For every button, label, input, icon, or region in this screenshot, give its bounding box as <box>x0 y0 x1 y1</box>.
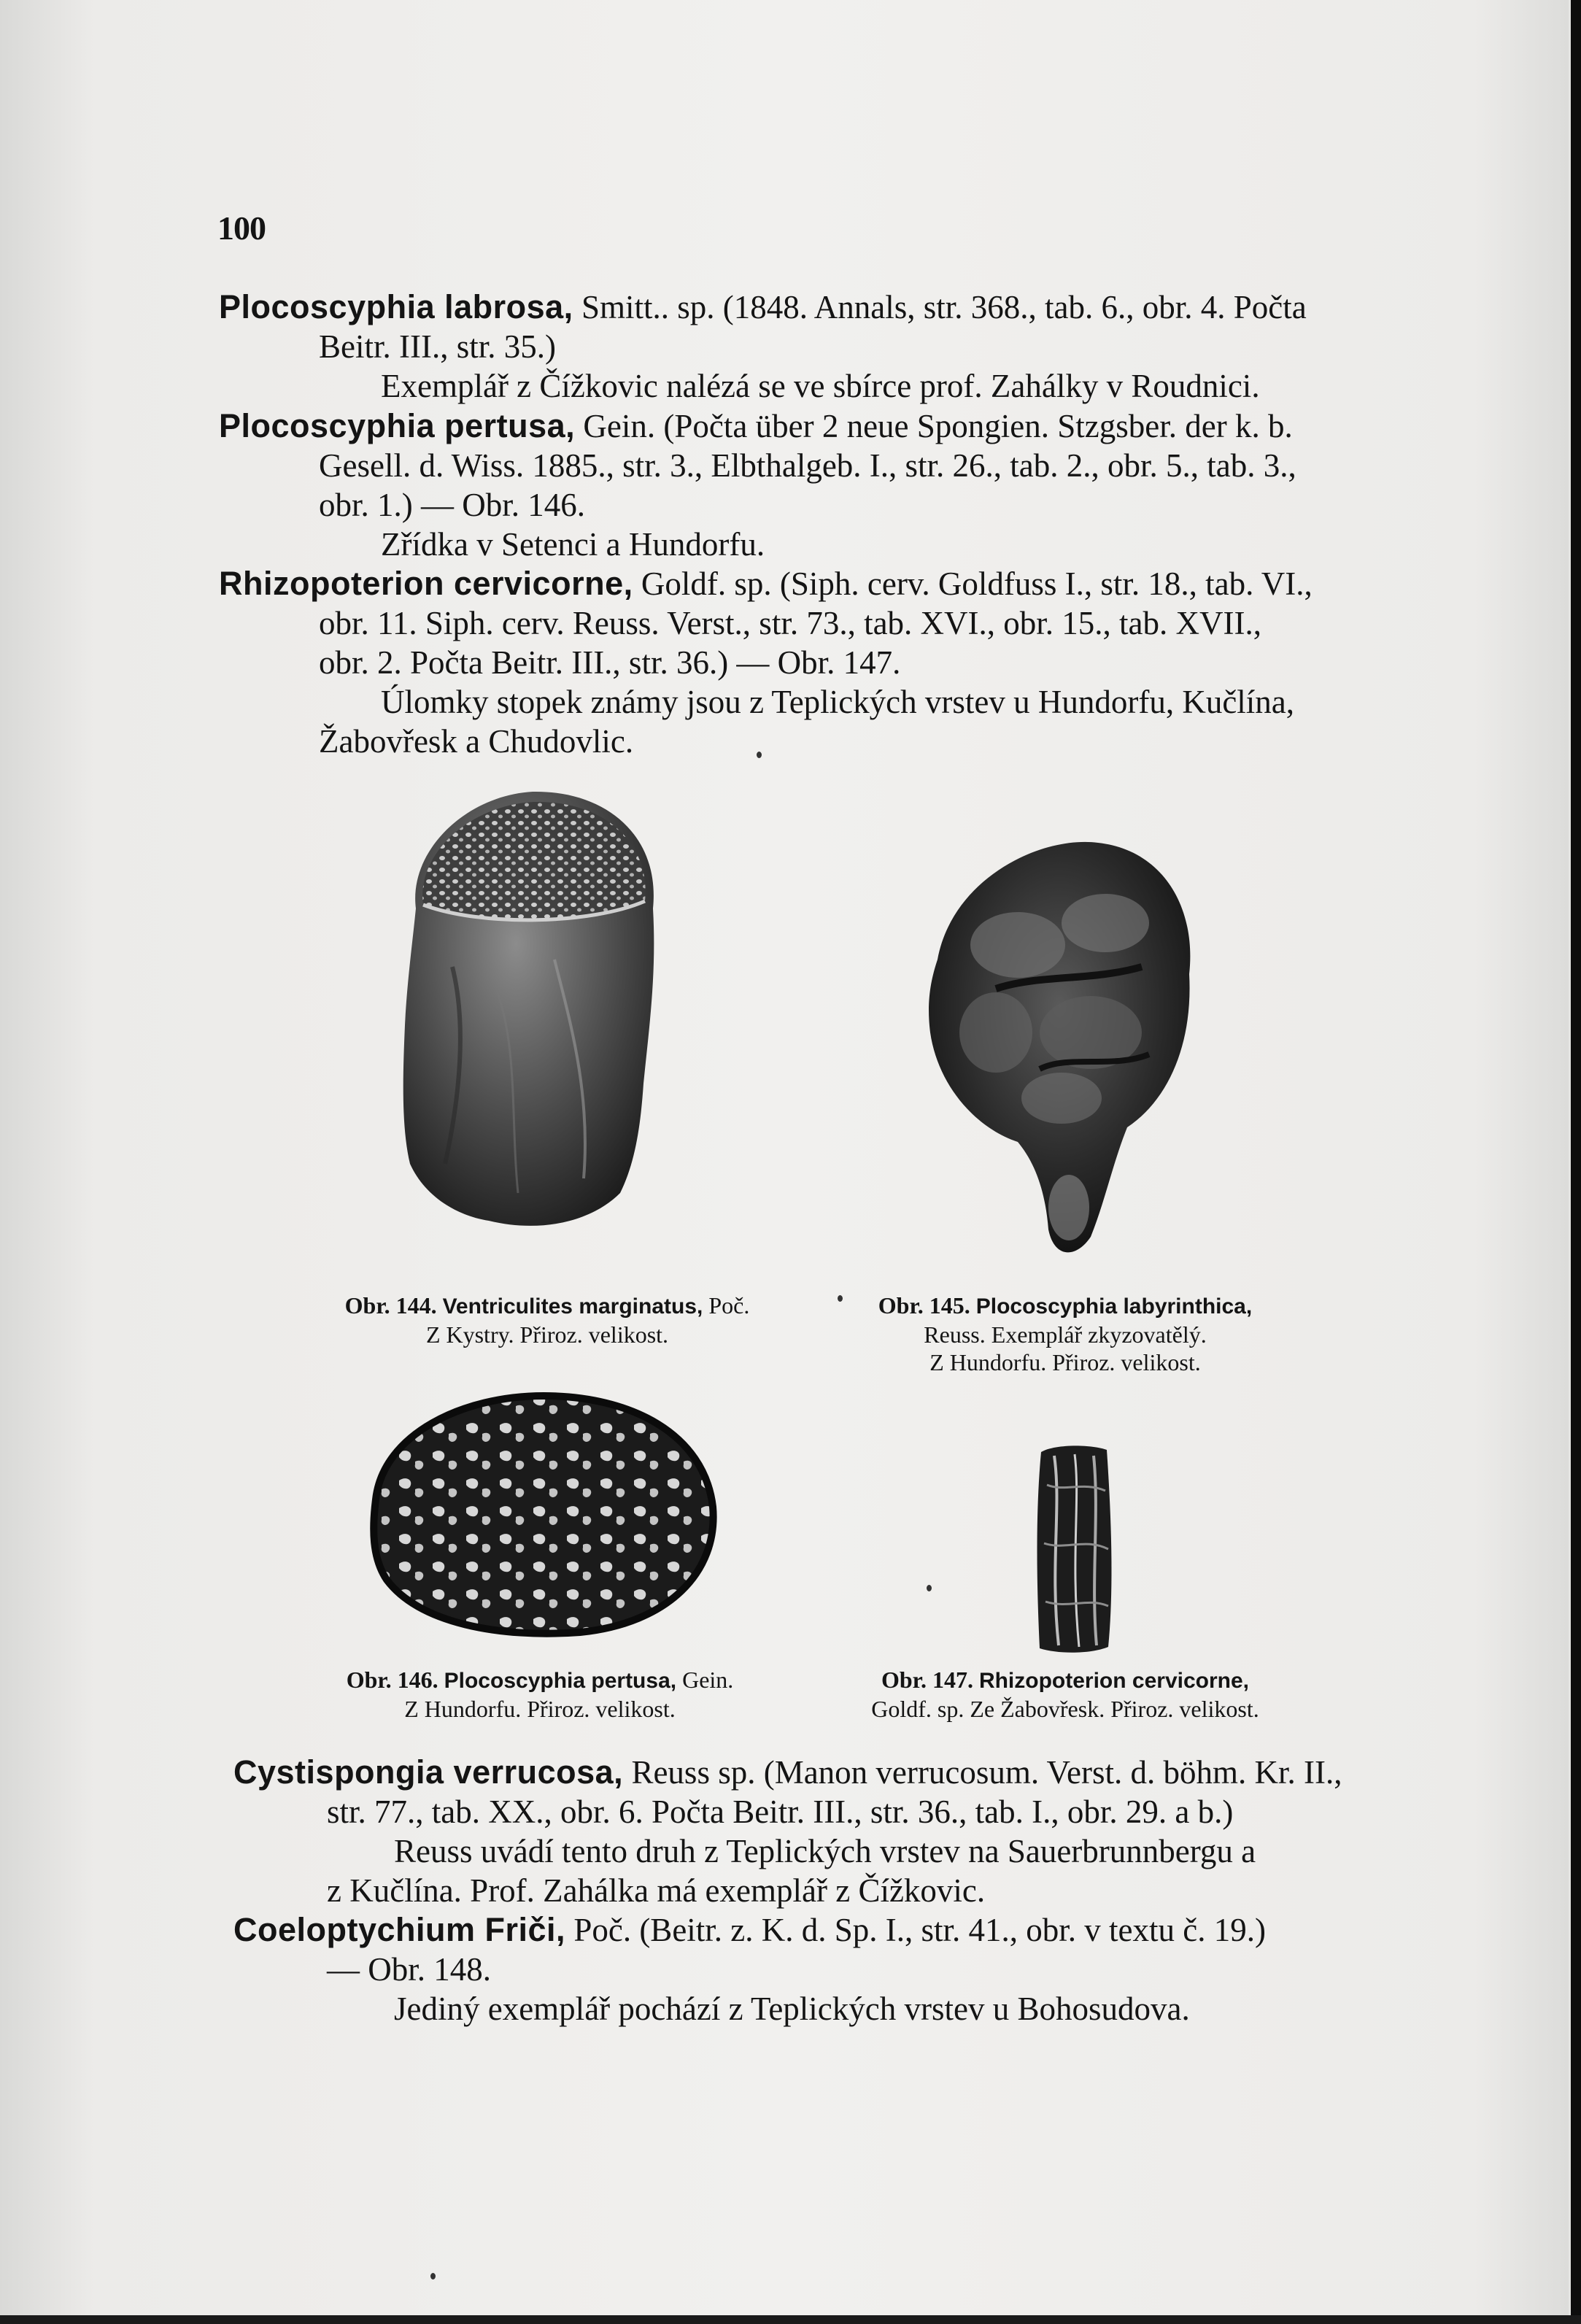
figure-145-caption: Obr. 145. Plocoscyphia labyrinthica, Reuss. Exemplář zkyzovatělý. Z Hundorfu. Přiroz. velikost. <box>878 1292 1253 1375</box>
scan-speck <box>838 1295 843 1302</box>
entry-1-line-2: Beitr. III., str. 35.) <box>319 328 556 365</box>
species-name: Plocoscyphia pertusa, <box>444 1669 677 1693</box>
entry-3-line-2: obr. 11. Siph. cerv. Reuss. Verst., str. 73., tab. XVI., obr. 15., tab. XVII., <box>319 605 1261 641</box>
entry-2-note: Zřídka v Setenci a Hundorfu. <box>381 526 765 563</box>
plocoscyphia-pertusa-fossil-icon <box>361 1390 719 1638</box>
genus-name: Rhizopoterion cervicorne, <box>219 565 633 602</box>
plocoscyphia-labyrinthica-fossil-icon <box>908 821 1215 1262</box>
genus-name: Plocoscyphia labrosa, <box>219 288 573 325</box>
species-name: Ventriculites marginatus, <box>442 1294 703 1319</box>
entry-4-note-2: z Kučlína. Prof. Zahálka má exemplář z Čížkovic. <box>327 1872 986 1909</box>
rhizopoterion-stalk-fossil-icon <box>1032 1441 1116 1656</box>
page-edge-bottom <box>0 2315 1581 2324</box>
entry-3-line-1: Rhizopoterion cervicorne, Goldf. sp. (Siph. cerv. Goldfuss I., str. 18., tab. VI., <box>219 565 1313 602</box>
figure-144-image <box>372 784 679 1240</box>
entry-3-note-1: Úlomky stopek známy jsou z Teplických vrstev u Hundorfu, Kučlína, <box>381 684 1295 720</box>
figure-147-image <box>1032 1441 1116 1656</box>
entry-3-note-2: Žabovřesk a Chudovlic. <box>319 723 634 760</box>
figure-144-caption: Obr. 144. Ventriculites marginatus, Poč. Z Kystry. Přiroz. velikost. <box>344 1292 750 1348</box>
entry-5-line-2: — Obr. 148. <box>327 1951 491 1988</box>
figure-146-caption: Obr. 146. Plocoscyphia pertusa, Gein. Z Hundorfu. Přiroz. velikost. <box>346 1667 734 1722</box>
entry-5-line-1: Coeloptychium Friči, Poč. (Beitr. z. K. d. Sp. I., str. 41., obr. v textu č. 19.) <box>233 1911 1266 1948</box>
entry-2-line-3: obr. 1.) — Obr. 146. <box>319 487 585 523</box>
entry-2-line-1: Plocoscyphia pertusa, Gein. (Počta über 2 neue Spongien. Stzgsber. der k. b. <box>219 407 1293 444</box>
scan-speck <box>927 1585 932 1591</box>
entry-4-note-1: Reuss uvádí tento druh z Teplických vrstev na Sauerbrunnbergu a <box>394 1833 1256 1869</box>
entry-4-line-1: Cystispongia verrucosa, Reuss sp. (Manon verrucosum. Verst. d. böhm. Kr. II., <box>233 1753 1342 1791</box>
entry-5-note: Jediný exemplář pochází z Teplických vrstev u Bohosudova. <box>394 1991 1190 2027</box>
species-name: Rhizopoterion cervicorne, <box>978 1669 1250 1693</box>
entry-2-line-2: Gesell. d. Wiss. 1885., str. 3., Elbthalgeb. I., str. 26., tab. 2., obr. 5., tab. 3., <box>319 447 1296 484</box>
scan-speck <box>757 752 762 758</box>
figure-147-caption: Obr. 147. Rhizopoterion cervicorne, Goldf. sp. Ze Žabovřesk. Přiroz. velikost. <box>871 1667 1259 1722</box>
entry-1-line-1: Plocoscyphia labrosa, Smitt.. sp. (1848. Annals, str. 368., tab. 6., obr. 4. Počta <box>219 288 1307 325</box>
figure-146-image <box>361 1390 719 1638</box>
page-number: 100 <box>217 209 266 247</box>
species-name: Plocoscyphia labyrinthica, <box>975 1294 1253 1319</box>
ventriculites-fossil-icon <box>372 784 679 1240</box>
entry-3-line-3: obr. 2. Počta Beitr. III., str. 36.) — Obr. 147. <box>319 644 901 681</box>
genus-name: Cystispongia verrucosa, <box>233 1753 624 1791</box>
genus-name: Coeloptychium Friči, <box>233 1911 566 1948</box>
figure-145-image <box>908 821 1215 1262</box>
entry-4-line-2: str. 77., tab. XX., obr. 6. Počta Beitr. III., str. 36., tab. I., obr. 29. a b.) <box>327 1794 1234 1830</box>
genus-name: Plocoscyphia pertusa, <box>219 407 576 444</box>
page-edge-shadow <box>1571 0 1581 2324</box>
entry-1-note: Exemplář z Čížkovic nalézá se ve sbírce prof. Zahálky v Roudnici. <box>381 368 1260 404</box>
scan-speck <box>430 2273 436 2279</box>
